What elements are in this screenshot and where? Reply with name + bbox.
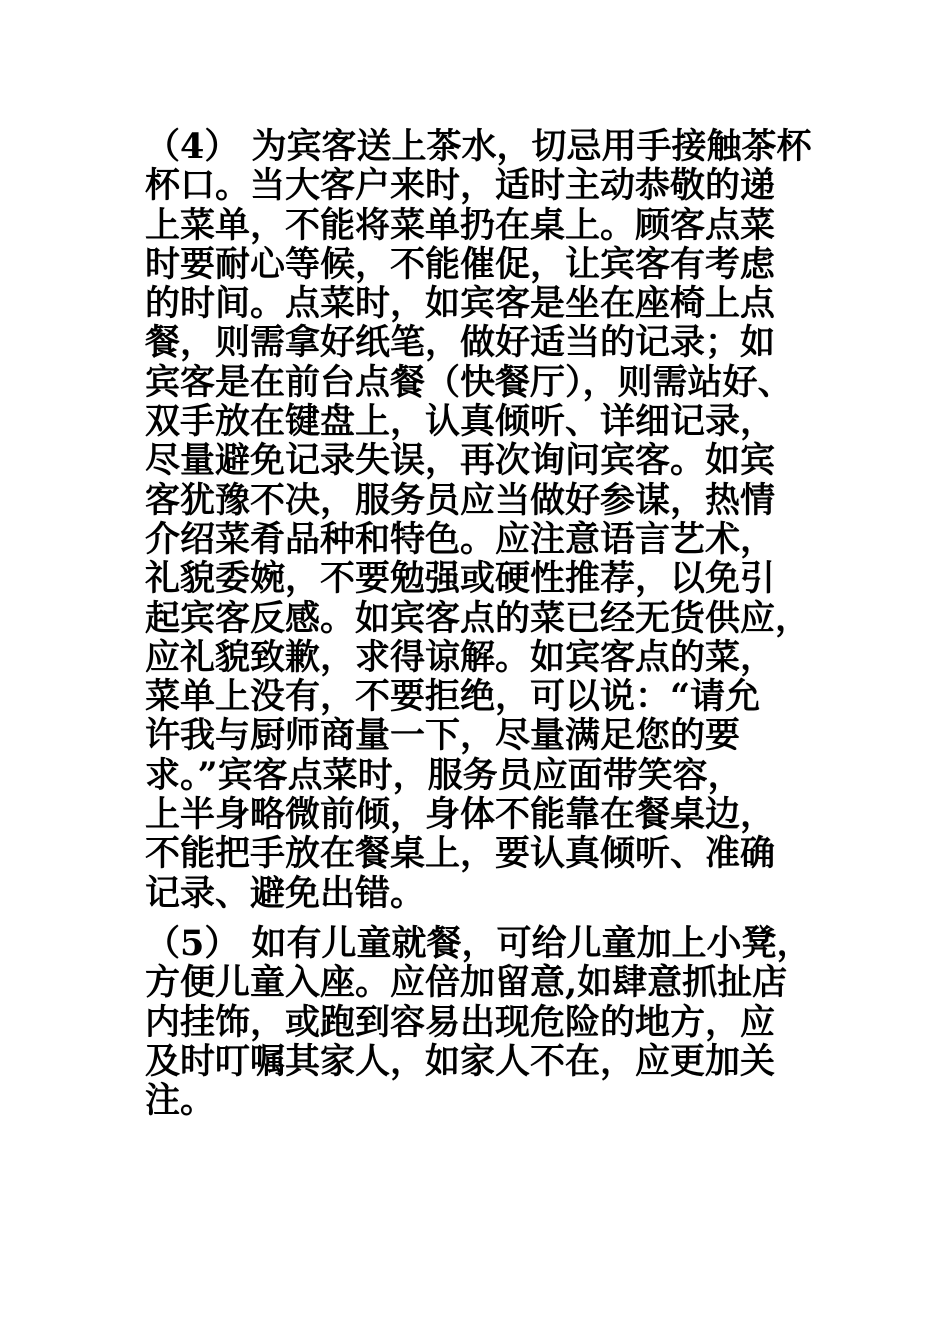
- text-line: 方便儿童入座。应倍加留意,如肆意抓扯店: [145, 962, 788, 1004]
- text-line: 时要耐心等候，不能催促，让宾客有考虑: [145, 243, 776, 285]
- text-line: 菜单上没有，不要拒绝，可以说：“请允: [145, 676, 761, 718]
- text-line: 宾客是在前台点餐（快餐厅），则需站好、: [145, 361, 793, 403]
- text-line: 尽量避免记录失误，再次询问宾客。如宾: [145, 440, 776, 482]
- text-line: 客犹豫不决，服务员应当做好参谋，热情: [145, 479, 776, 521]
- text-line: 上菜单，不能将菜单扔在桌上。顾客点菜: [145, 204, 776, 246]
- text-line: 的时间。点菜时，如宾客是坐在座椅上点: [145, 283, 776, 325]
- paragraph-5: [145, 924, 810, 1120]
- text-line: 记录、避免出错。: [145, 872, 426, 914]
- text-line: 及时叮嘱其家人，如家人不在，应更加关: [145, 1040, 776, 1082]
- text-line: 餐，则需拿好纸笔，做好适当的记录；如: [145, 322, 776, 364]
- text-line: 双手放在键盘上，认真倾听、详细记录，: [145, 401, 776, 443]
- text-line: 起宾客反感。如宾客点的菜已经无货供应，: [145, 597, 811, 639]
- text-line: 应礼貌致歉，求得谅解。如宾客点的菜，: [145, 636, 776, 678]
- text-line: 许我与厨师商量一下，尽量满足您的要: [145, 715, 741, 757]
- text-line: 不能把手放在餐桌上，要认真倾听、准确: [145, 833, 776, 875]
- text-line: 内挂饰，或跑到容易出现危险的地方，应: [145, 1001, 776, 1043]
- text-line: 礼貌委婉，不要勉强或硬性推荐，以免引: [145, 558, 776, 600]
- paragraph-4: [145, 127, 810, 913]
- text-line: （4） 为宾客送上茶水，切忌用手接触茶杯: [145, 126, 812, 167]
- text-line: （5） 如有儿童就餐，可给儿童加上小凳，: [145, 922, 812, 964]
- text-line: 求。”宾客点菜时，服务员应面带笑容，: [145, 754, 743, 796]
- document-body: [145, 127, 810, 1120]
- text-line: 介绍菜肴品种和特色。应注意语言艺术，: [145, 518, 776, 560]
- text-line: 杯口。当大客户来时，适时主动恭敬的递: [145, 165, 776, 207]
- text-line: 上半身略微前倾，身体不能靠在餐桌边，: [145, 794, 776, 836]
- text-line: 注。: [145, 1080, 216, 1122]
